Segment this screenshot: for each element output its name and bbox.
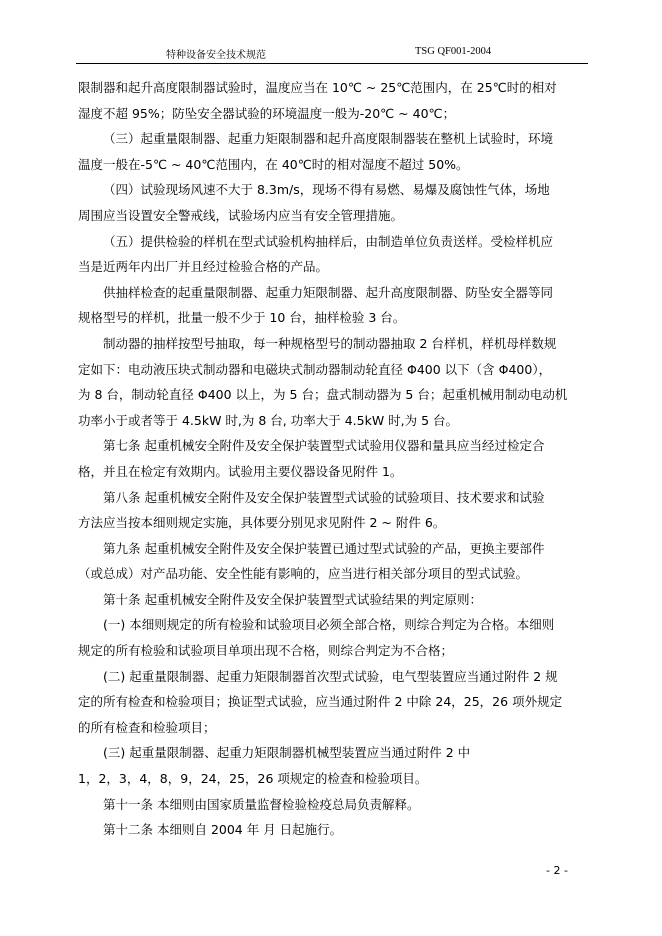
text-line: （或总成）对产品功能、安全性能有影响的，应当进行相关部分项目的型式试验。: [78, 566, 529, 582]
text-line: 当是近两年内出厂并且经过检验合格的产品。: [78, 259, 329, 275]
text-line: 温度一般在-5℃ ~ 40℃范围内，在 40℃时的相对湿度不超过 50%。: [78, 156, 469, 172]
page-number: - 2 -: [546, 864, 568, 877]
text-line: 第十条 起重机械安全附件及安全保护装置型式试验结果的判定原则：: [103, 591, 482, 607]
text-line: 周围应当设置安全警戒线，试验场内应当有安全管理措施。: [78, 207, 404, 223]
text-line: 定的所有检查和检验项目；换证型式试验，应当通过附件 2 中除 24，25，26 项外规定: [78, 694, 563, 710]
text-line: 第七条 起重机械安全附件及安全保护装置型式试验用仪器和量具应当经过检定合: [103, 438, 545, 454]
text-line: 为 8 台，制动轮直径 Φ400 以上，为 5 台；盘式制动器为 5 台；起重机械用制动电动机: [78, 387, 568, 403]
text-line: 第十一条 本细则由国家质量监督检验检疫总局负责解释。: [103, 796, 420, 812]
text-line: (三) 起重量限制器、起重力矩限制器机械型装置应当通过附件 2 中: [103, 745, 471, 761]
text-line: 规格型号的样机，批量一般不少于 10 台，抽样检验 3 台。: [78, 310, 406, 326]
text-line: 制动器的抽样按型号抽取，每一种规格型号的制动器抽取 2 台样机，样机母样数规: [103, 335, 557, 351]
text-line: 定如下：电动液压块式制动器和电磁块式制动器制动轮直径 Φ400 以下（含 Φ400），: [78, 361, 552, 377]
text-line: （四）试验现场风速不大于 8.3m/s，现场不得有易燃、易爆及腐蚀性气体，场地: [103, 182, 550, 198]
header-divider: [76, 63, 588, 64]
text-line: 1，2，3，4，8，9，24，25，26 项规定的检查和检验项目。: [78, 771, 428, 787]
body-text: [78, 75, 590, 843]
header-code: TSG QF001-2004: [415, 46, 492, 57]
text-line: （三）起重量限制器、起重力矩限制器和起升高度限制器装在整机上试验时，环境: [103, 131, 554, 147]
text-line: 供抽样检查的起重量限制器、起重力矩限制器、起升高度限制器、防坠安全器等同: [103, 284, 554, 300]
text-line: 第八条 起重机械安全附件及安全保护装置型式试验的试验项目、技术要求和试验: [103, 489, 545, 505]
text-line: 方法应当按本细则规定实施，具体要分别见求见附件 2 ~ 附件 6。: [78, 515, 446, 531]
text-line: 功率小于或者等于 4.5kW 时,为 8 台, 功率大于 4.5kW 时,为 5 台。: [78, 412, 459, 428]
text-line: (二) 起重量限制器、起重力矩限制器首次型式试验，电气型装置应当通过附件 2 规: [103, 668, 558, 684]
text-line: 湿度不超 95%；防坠安全器试验的环境温度一般为-20℃ ~ 40℃；: [78, 105, 456, 121]
text-line: 的所有检查和检验项目；: [78, 719, 216, 735]
text-line: 规定的所有检验和试验项目单项出现不合格，则综合判定为不合格；: [78, 643, 454, 659]
text-line: 第九条 起重机械安全附件及安全保护装置已通过型式试验的产品，更换主要部件: [103, 540, 545, 556]
text-line: (一) 本细则规定的所有检验和试验项目必须全部合格，则综合判定为合格。本细则: [103, 617, 555, 633]
header-title: 特种设备安全技术规范: [166, 50, 266, 61]
text-line: （五）提供检验的样机在型式试验机构抽样后，由制造单位负责送样。受检样机应: [103, 233, 554, 249]
text-line: 第十二条 本细则自 2004 年 月 日起施行。: [103, 822, 343, 838]
text-line: 格，并且在检定有效期内。试验用主要仪器设备见附件 1。: [78, 463, 403, 479]
text-line: 限制器和起升高度限制器试验时，温度应当在 10℃ ~ 25℃范围内，在 25℃时的相对: [78, 80, 557, 95]
